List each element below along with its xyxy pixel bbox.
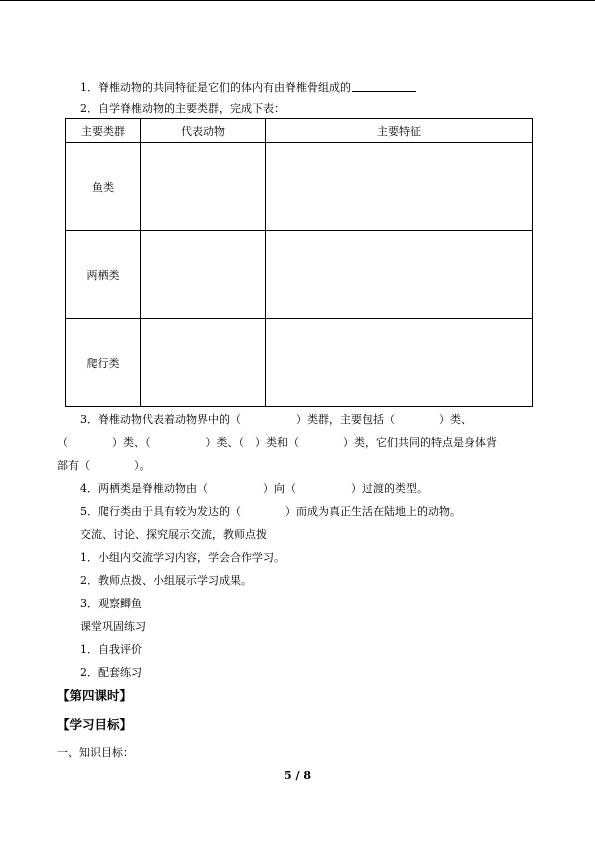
question-1 — [80, 80, 416, 95]
feature-cell[interactable] — [266, 231, 533, 319]
animal-cell[interactable] — [141, 143, 266, 231]
section-practice: 课堂巩固练习 — [80, 620, 146, 633]
heading-learning-objectives: 【学习目标】 — [57, 717, 133, 732]
question-1-text: 1．脊椎动物的共同特征是它们的体内有由脊椎骨组成的 — [80, 81, 351, 94]
question-5: 5．爬行类由于具有较为发达的（ ）而成为真正生活在陆地上的动物。 — [80, 505, 461, 518]
discussion-item-3: 3．观察鲫鱼 — [80, 597, 142, 610]
question-3-line-3: 部有（ ）。 — [57, 459, 151, 472]
feature-cell[interactable] — [266, 143, 533, 231]
discussion-item-1: 1．小组内交流学习内容，学会合作学习。 — [80, 551, 285, 564]
top-border-line — [0, 0, 595, 1]
table-row — [66, 319, 533, 407]
practice-item-2: 2．配套练习 — [80, 666, 142, 679]
feature-cell[interactable] — [266, 319, 533, 407]
group-cell: 爬行类 — [66, 319, 141, 407]
discussion-item-2: 2．教师点拨、小组展示学习成果。 — [80, 574, 252, 587]
table-row — [66, 143, 533, 231]
heading-fourth-lesson: 【第四课时】 — [57, 688, 133, 703]
header-representative-animal: 代表动物 — [141, 119, 266, 143]
vertebrate-groups-table — [65, 118, 533, 407]
page-number: 5 / 8 — [284, 769, 311, 782]
group-cell: 鱼类 — [66, 143, 141, 231]
knowledge-objectives: 一、知识目标： — [57, 746, 134, 759]
section-discussion: 交流、讨论、探究展示交流，教师点拨 — [80, 528, 267, 541]
question-2: 2．自学脊椎动物的主要类群，完成下表： — [80, 102, 285, 115]
header-main-feature: 主要特征 — [266, 119, 533, 143]
animal-cell[interactable] — [141, 231, 266, 319]
question-3-line-2: （ ）类、（ ）类、（ ）类和（ ）类，它们共同的特点是身体背 — [57, 436, 497, 449]
table-row — [66, 231, 533, 319]
animal-cell[interactable] — [141, 319, 266, 407]
question-3-line-1: 3．脊椎动物代表着动物界中的（ ）类群，主要包括（ ）类、 — [80, 413, 472, 426]
practice-item-1: 1．自我评价 — [80, 643, 142, 656]
answer-blank[interactable] — [352, 80, 416, 92]
question-4: 4．两栖类是脊椎动物由（ ）向（ ）过渡的类型。 — [80, 482, 428, 495]
group-cell: 两栖类 — [66, 231, 141, 319]
header-main-group: 主要类群 — [66, 119, 141, 143]
table-header-row — [66, 119, 533, 143]
